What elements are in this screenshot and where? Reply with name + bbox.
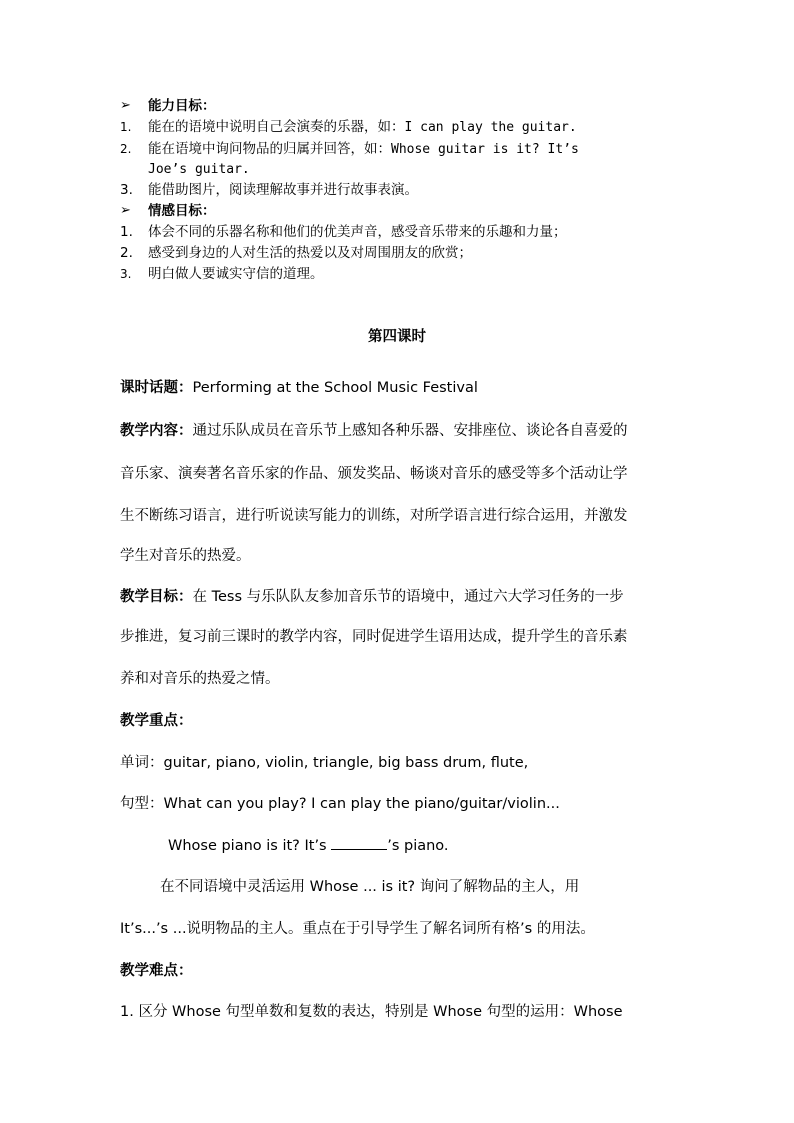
list-number: 1. — [120, 224, 133, 240]
goal-line: 步推进，复习前三课时的教学内容，同时促进学生语用达成，提升学生的音乐素 — [120, 629, 628, 645]
explain-line: It’s...’s ...说明物品的主人。重点在于引导学生了解名词所有格’s 的用法。 — [120, 921, 595, 937]
topic-line: 课时话题：Performing at the School Music Festival — [120, 380, 478, 396]
sentence-line: 句型：What can you play? I can play the piano/guitar/violin... — [120, 796, 560, 812]
key-points-header: 教学重点： — [120, 713, 193, 729]
list-item-continuation: Joe’s guitar. — [148, 162, 250, 177]
fill-in-blank — [331, 835, 387, 850]
goal-line: 养和对音乐的热爱之情。 — [120, 671, 280, 687]
sentence-line-2: Whose piano is it? It’s ’s piano. — [168, 835, 449, 856]
list-item: 能在的语境中说明自己会演奏的乐器，如：I can play the guitar. — [148, 119, 577, 135]
words-line: 单词：guitar, piano, violin, triangle, big bass drum, flute, — [120, 755, 529, 771]
ability-header: 能力目标： — [148, 98, 216, 114]
list-number: 2. — [120, 245, 133, 261]
difficulty-header: 教学难点： — [120, 963, 193, 979]
emotion-header: 情感目标： — [148, 203, 216, 219]
list-item: 能在语境中询问物品的归属并回答，如：Whose guitar is it? It’s — [148, 141, 579, 157]
goal-line: 教学目标：在 Tess 与乐队队友参加音乐节的语境中，通过六大学习任务的一步 — [120, 589, 624, 605]
difficulty-item: 1. 区分 Whose 句型单数和复数的表达，特别是 Whose 句型的运用：Whose — [120, 1004, 623, 1020]
arrow-bullet-icon: ➢ — [120, 98, 131, 113]
list-number: 3. — [120, 267, 132, 281]
content-line: 学生对音乐的热爱。 — [120, 548, 251, 564]
content-line: 音乐家、演奏著名音乐家的作品、颁发奖品、畅谈对音乐的感受等多个活动让学 — [120, 466, 628, 482]
list-item: 体会不同的乐器名称和他们的优美声音，感受音乐带来的乐趣和力量； — [148, 224, 567, 240]
explain-line: 在不同语境中灵活运用 Whose ... is it? 询问了解物品的主人，用 — [160, 879, 580, 895]
list-item: 能借助图片，阅读理解故事并进行故事表演。 — [148, 182, 418, 198]
list-number: 3. — [120, 182, 133, 198]
arrow-bullet-icon: ➢ — [120, 203, 131, 218]
list-item: 明白做人要诚实守信的道理。 — [148, 266, 324, 282]
content-line: 教学内容：通过乐队成员在音乐节上感知各种乐器、安排座位、谈论各自喜爱的 — [120, 423, 628, 439]
list-number: 1. — [120, 120, 132, 134]
content-line: 生不断练习语言，进行听说读写能力的训练，对所学语言进行综合运用，并激发 — [120, 508, 628, 524]
list-item: 感受到身边的人对生活的热爱以及对周围朋友的欣赏； — [148, 245, 472, 261]
page-title: 第四课时 — [368, 329, 426, 345]
list-number: 2. — [120, 142, 132, 156]
